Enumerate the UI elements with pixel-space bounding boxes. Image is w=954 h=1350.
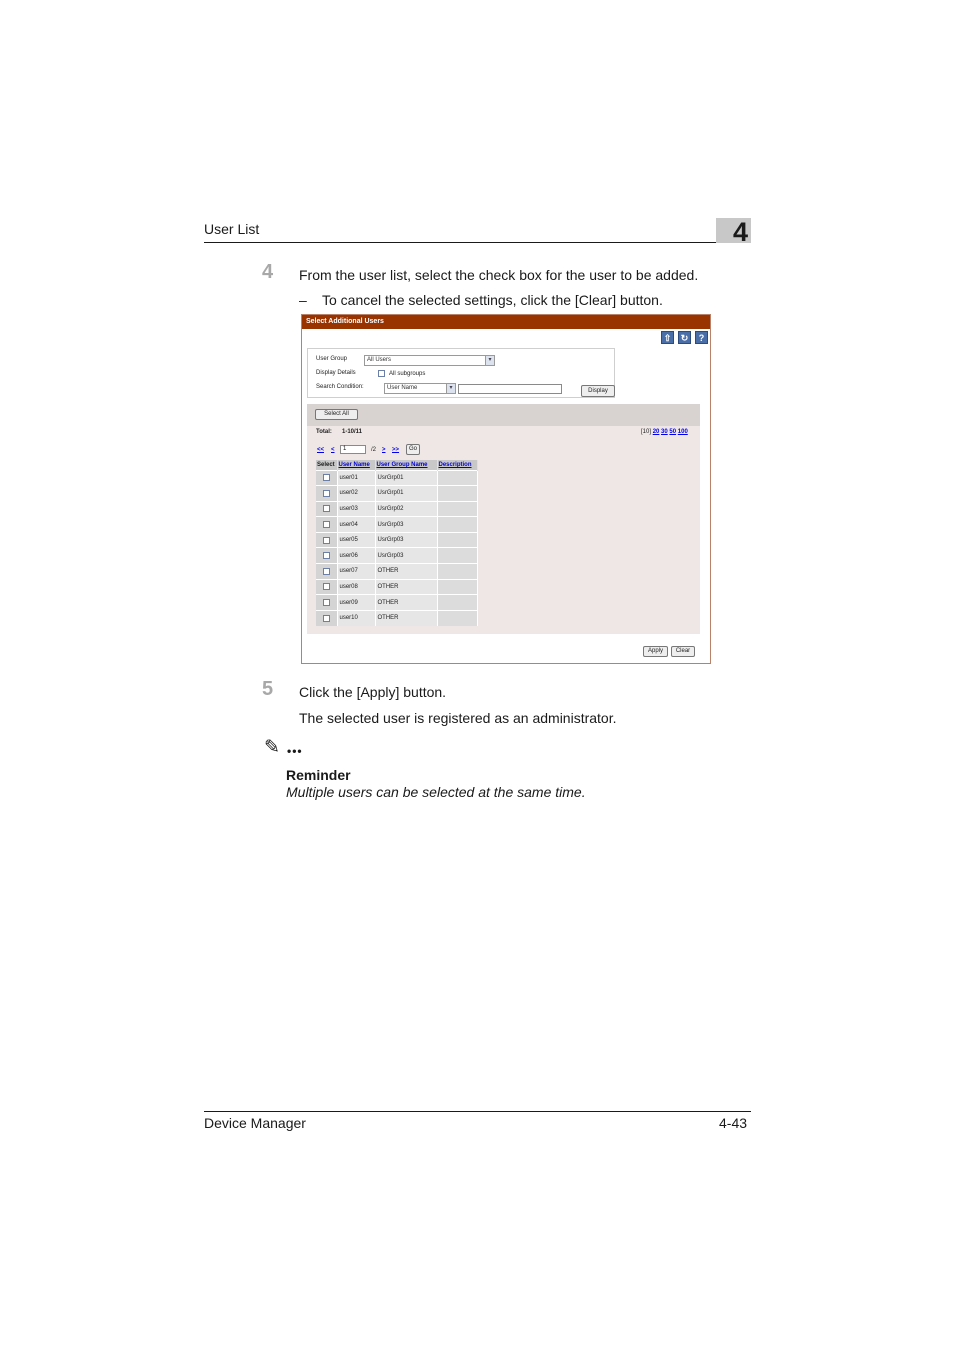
first-page-link[interactable]: << — [317, 447, 325, 453]
column-header-user-name[interactable]: User Name — [337, 460, 375, 470]
ellipsis-icon: ••• — [287, 744, 303, 758]
row-select-cell — [316, 501, 337, 517]
page-size-50[interactable]: 50 — [669, 429, 677, 435]
display-details-label: Display Details — [316, 370, 356, 376]
display-button[interactable]: Display — [581, 385, 615, 397]
page-total: /2 — [371, 447, 377, 453]
column-header-select: Select — [316, 460, 337, 470]
table-row — [316, 501, 477, 517]
user-name-cell: user06 — [337, 548, 375, 564]
description-cell — [437, 595, 477, 611]
search-condition-label: Search Condition: — [316, 384, 364, 390]
page-size-current: [10] — [641, 429, 652, 435]
user-name-cell: user08 — [337, 579, 375, 595]
bullet-dash: – — [299, 292, 307, 308]
row-checkbox[interactable] — [323, 615, 330, 622]
step-instruction: Click the [Apply] button. — [299, 684, 447, 700]
section-title: User List — [204, 221, 260, 237]
row-select-cell — [316, 579, 337, 595]
table-row — [316, 610, 477, 626]
select-additional-users-screen — [301, 314, 711, 664]
row-select-cell — [316, 470, 337, 486]
user-group-cell: OTHER — [375, 579, 437, 595]
column-header-user-group-name[interactable]: User Group Name — [375, 460, 437, 470]
user-name-cell: user10 — [337, 610, 375, 626]
pencil-icon: ✎ — [264, 737, 280, 758]
chapter-number: 4 — [733, 217, 749, 247]
row-select-cell — [316, 595, 337, 611]
select-all-button[interactable]: Select All — [315, 409, 358, 420]
description-cell — [437, 470, 477, 486]
row-select-cell — [316, 486, 337, 502]
row-checkbox[interactable] — [323, 505, 330, 512]
user-group-cell: UsrGrp02 — [375, 501, 437, 517]
user-group-label: User Group — [316, 356, 348, 362]
description-cell — [437, 532, 477, 548]
footer-title: Device Manager — [204, 1115, 306, 1131]
user-name-cell: user01 — [337, 470, 375, 486]
user-table — [316, 460, 478, 626]
user-group-value: All Users — [367, 357, 392, 363]
page-number: 4-43 — [719, 1115, 748, 1131]
row-select-cell — [316, 532, 337, 548]
table-row — [316, 532, 477, 548]
user-name-cell: user07 — [337, 564, 375, 580]
all-subgroups-checkbox[interactable] — [378, 370, 385, 377]
row-checkbox[interactable] — [323, 474, 330, 481]
clear-button[interactable]: Clear — [671, 646, 695, 657]
user-group-cell: UsrGrp01 — [375, 486, 437, 502]
table-row — [316, 548, 477, 564]
description-cell — [437, 501, 477, 517]
user-group-cell: UsrGrp01 — [375, 470, 437, 486]
footer-rule — [204, 1111, 751, 1112]
description-cell — [437, 610, 477, 626]
column-header-description[interactable]: Description — [437, 460, 477, 470]
table-row — [316, 595, 477, 611]
description-cell — [437, 517, 477, 533]
prev-page-link[interactable]: < — [331, 447, 335, 453]
user-group-select[interactable] — [364, 355, 495, 366]
apply-button[interactable]: Apply — [643, 646, 668, 657]
chevron-down-icon: ▾ — [446, 384, 455, 393]
step-sub-instruction: To cancel the selected settings, click the [Clear] button. — [322, 292, 663, 308]
list-toolbar — [307, 404, 700, 426]
page-size-selector — [641, 429, 688, 435]
user-group-cell: OTHER — [375, 610, 437, 626]
go-button[interactable]: Go — [406, 444, 420, 455]
row-select-cell — [316, 564, 337, 580]
table-row — [316, 564, 477, 580]
table-row — [316, 470, 477, 486]
table-header-row — [316, 460, 477, 470]
user-group-cell: OTHER — [375, 564, 437, 580]
search-field-select[interactable] — [384, 383, 456, 394]
last-page-link[interactable]: >> — [392, 447, 400, 453]
total-value: 1-10/11 — [342, 429, 363, 435]
search-input[interactable] — [458, 384, 562, 394]
description-cell — [437, 486, 477, 502]
row-checkbox[interactable] — [323, 599, 330, 606]
user-group-cell: OTHER — [375, 595, 437, 611]
row-select-cell — [316, 517, 337, 533]
step-instruction: From the user list, select the check box for the user to be added. — [299, 267, 699, 283]
step-number: 4 — [262, 261, 274, 283]
reminder-title: Reminder — [286, 767, 351, 783]
all-subgroups-label: All subgroups — [389, 371, 426, 377]
reminder-body: Multiple users can be selected at the same time. — [286, 784, 586, 800]
user-name-cell: user09 — [337, 595, 375, 611]
user-group-cell: UsrGrp03 — [375, 532, 437, 548]
page-number-input[interactable]: 1 — [340, 445, 366, 454]
user-group-cell: UsrGrp03 — [375, 517, 437, 533]
table-row — [316, 517, 477, 533]
page-size-20[interactable]: 20 — [652, 429, 660, 435]
page-size-100[interactable]: 100 — [677, 429, 688, 435]
row-checkbox[interactable] — [323, 537, 330, 544]
user-name-cell: user05 — [337, 532, 375, 548]
user-name-cell: user03 — [337, 501, 375, 517]
chevron-down-icon: ▾ — [485, 356, 494, 365]
row-checkbox[interactable] — [323, 490, 330, 497]
page-size-30[interactable]: 30 — [661, 429, 668, 435]
description-cell — [437, 548, 477, 564]
row-checkbox[interactable] — [323, 552, 330, 559]
row-checkbox[interactable] — [323, 521, 330, 528]
header-rule — [204, 242, 751, 243]
up-arrow-icon[interactable]: ⇧ — [661, 331, 674, 344]
step-number: 5 — [262, 678, 274, 700]
row-select-cell — [316, 548, 337, 564]
search-form — [307, 348, 615, 398]
row-checkbox[interactable] — [323, 583, 330, 590]
user-list-area — [307, 404, 700, 634]
search-field-value: User Name — [387, 385, 418, 391]
user-name-cell: user02 — [337, 486, 375, 502]
row-checkbox[interactable] — [323, 568, 330, 575]
next-page-link[interactable]: > — [382, 447, 386, 453]
table-row — [316, 486, 477, 502]
description-cell — [437, 579, 477, 595]
total-label: Total: — [316, 429, 332, 435]
user-group-cell: UsrGrp03 — [375, 548, 437, 564]
screen-title: Select Additional Users — [302, 315, 710, 329]
row-select-cell — [316, 610, 337, 626]
description-cell — [437, 564, 477, 580]
refresh-icon[interactable]: ↻ — [678, 331, 691, 344]
step-result-note: The selected user is registered as an administrator. — [299, 710, 617, 726]
help-icon[interactable]: ? — [695, 331, 708, 344]
user-name-cell: user04 — [337, 517, 375, 533]
table-row — [316, 579, 477, 595]
